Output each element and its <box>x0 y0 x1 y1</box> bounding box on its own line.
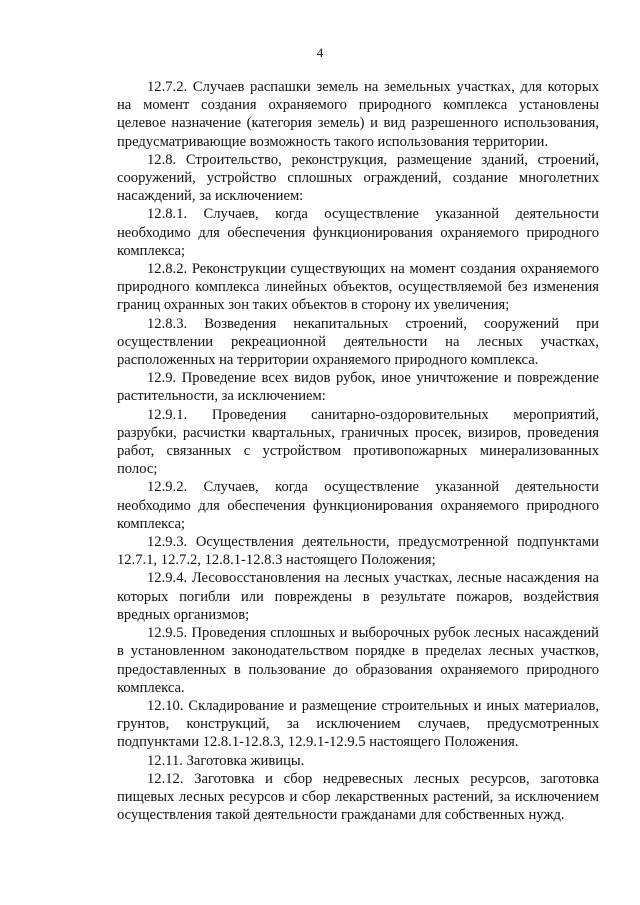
paragraph-12-9-2: 12.9.2. Случаев, когда осуществление указанной деятельности необходимо для обеспечения функционирования охраняемого природного комплекса; <box>117 479 599 532</box>
paragraph-12-11: 12.11. Заготовка живицы. <box>147 752 305 769</box>
paragraph-12-8: 12.8. Строительство, реконструкция, размещение зданий, строений, сооружений, устройство сплошных ограждений, создание многолетних насаждений, за исключением: <box>117 151 599 205</box>
paragraph-12-9-4: 12.9.4. Лесовосстановления на лесных участках, лесные насаждения на которых погибли или повреждены в результате пожаров, воздействия вредных организмов; <box>117 570 599 623</box>
page-number: 4 <box>316 45 324 60</box>
paragraph-12-8-1: 12.8.1. Случаев, когда осуществление указанной деятельности необходимо для обеспечения функционирования охраняемого природного комплекса; <box>117 206 599 259</box>
paragraph-12-9-1: 12.9.1. Проведения санитарно-оздоровительных мероприятий, разрубки, расчистки квартальных, граничных просек, визиров, проведения работ, связанных с устройством противопожарных минерализованных полос; <box>117 406 599 478</box>
paragraph-12-8-2: 12.8.2. Реконструкции существующих на момент создания охраняемого природного комплекса линейных объектов, осуществляемой без изменения границ охранных зон таких объектов в сторону их увеличения; <box>117 261 599 314</box>
paragraph-12-12: 12.12. Заготовка и сбор недревесных лесных ресурсов, заготовка пищевых лесных ресурсов и сбор лекарственных растений, за исключением осуществления такой деятельности гражданами для собственных нужд. <box>117 770 599 824</box>
document-body <box>117 78 599 824</box>
paragraph-12-9: 12.9. Проведение всех видов рубок, иное уничтожение и повреждение растительности, за исключением: <box>117 370 599 405</box>
paragraph-12-7-2: 12.7.2. Случаев распашки земель на земельных участках, для которых на момент создания охраняемого природного комплекса установлены целевое назначение (категория земель) и вид разрешенного использования, предусматривающие возможность такого использования территории. <box>117 79 599 150</box>
paragraph-12-10: 12.10. Складирование и размещение строительных и иных материалов, грунтов, конструкций, за исключением случаев, предусмотренных подпунктами 12.8.1-12.8.3, 12.9.1-12.9.5 настоящего Положения. <box>117 697 599 751</box>
paragraph-12-9-5: 12.9.5. Проведения сплошных и выборочных рубок лесных насаждений в установленном законодательством порядке в пределах лесных участков, предоставленных в пользование до образования охраняемого природного комплекса. <box>117 625 599 696</box>
paragraph-12-9-3: 12.9.3. Осуществления деятельности, предусмотренной подпунктами 12.7.1, 12.7.2, 12.8.1-12.8.3 настоящего Положения; <box>117 534 599 569</box>
paragraph-12-8-3: 12.8.3. Возведения некапитальных строений, сооружений при осуществлении рекреационной деятельности на лесных участках, расположенных на территории охраняемого природного комплекса. <box>117 315 599 369</box>
